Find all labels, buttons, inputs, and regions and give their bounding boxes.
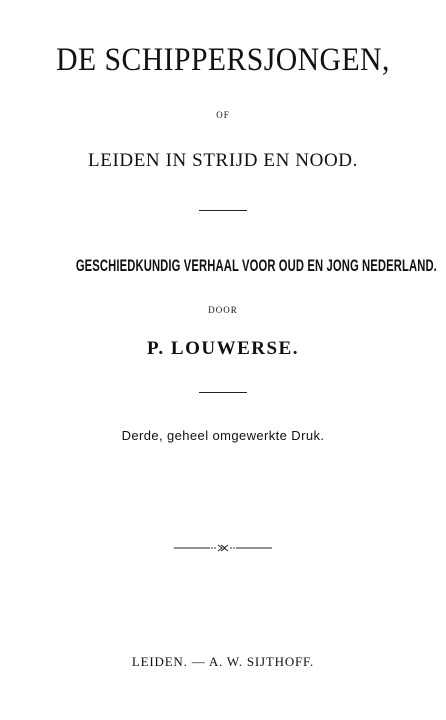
book-subtitle: LEIDEN IN STRIJD EN NOOD.	[88, 150, 358, 171]
title-connector: OF	[216, 110, 230, 120]
author-name: P. LOUWERSE.	[147, 338, 299, 359]
book-title: DE SCHIPPERSJONGEN,	[56, 42, 390, 78]
ornament-icon	[174, 540, 272, 556]
divider-rule-bottom	[199, 392, 247, 393]
by-label: DOOR	[208, 305, 238, 315]
genre-description: GESCHIEDKUNDIG VERHAAL VOOR OUD EN JONG NEDERLAND.	[75, 256, 437, 275]
edition-statement: Derde, geheel omgewerkte Druk.	[121, 428, 325, 443]
divider-rule-top	[199, 210, 247, 211]
publisher-imprint: LEIDEN. — A. W. SIJTHOFF.	[131, 654, 315, 669]
